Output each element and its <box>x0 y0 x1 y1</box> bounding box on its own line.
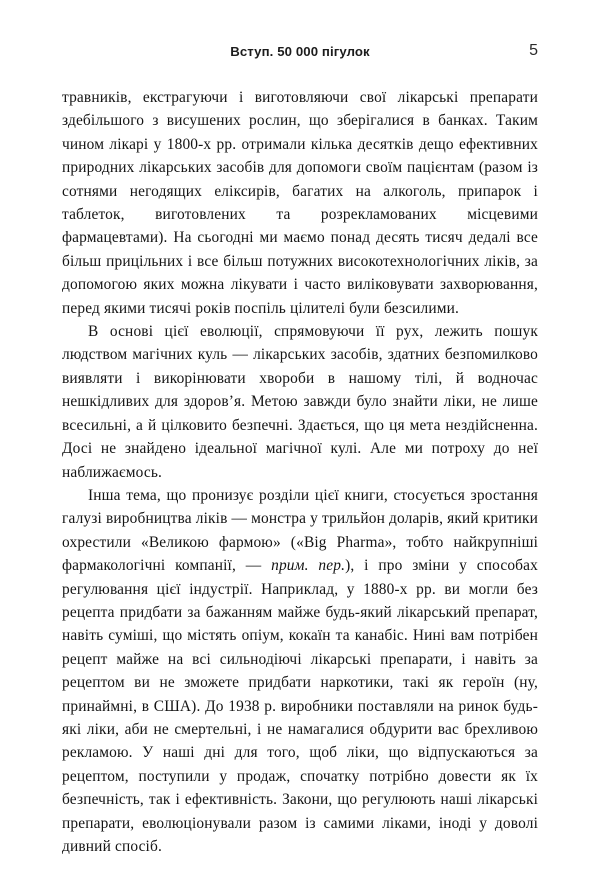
running-head <box>62 44 538 68</box>
paragraph-big-pharma-text-before-note: Інша тема, що пронизує розділи цієї книги, стосується зростання галузі виробництва ліків — монстра у трильйон доларів, який критики охрестили «Великою фармою» («Big Pharma», тобто найкрупніші фармакологічні компанії, — <box>62 486 538 575</box>
body-text-block <box>62 86 538 858</box>
paragraph-magic-bullets: В основі цієї еволюції, спрямовуючи її рух, лежить пошук людством магічних куль — лікарських засобів, здатних безпомилково виявляти і викорінювати хвороби в нашому тілі, й водночас нешкідливих для здоров’я. Метою завжди було знайти ліки, не лише всесильні, а й цілковито безпечні. Здається, що ця мета нездійсненна. Досі не знайдено ідеальної магічної кулі. Але ми потроху до неї наближаємось. <box>62 323 538 481</box>
translator-note-italic: прим. пер. <box>271 557 346 575</box>
paragraph-big-pharma-text-after-note: ), і про зміни у способах регулювання цієї індустрії. Наприклад, у 1880-х рр. ви могли без рецепта придбати за бажанням майже будь-який лікарський препарат, навіть суміші, що містять опіум, кокаїн та канабіс. Нині вам потрібен рецепт майже на всі сильнодіючі лікарські препарати, і навіть за рецептом ви не зможете придбати наркотики, такі як героїн (ну, принаймні, в США). До 1938 р. виробники поставляли на ринок будь-які ліки, аби не смертельні, і не намагалися обдурити вас брехливою рекламою. У наші дні для того, щоб ліки, що відпускаються за рецептом, поступили у продаж, спочатку потрібно довести як їх безпечність, так і ефективність. Закони, що регулюють наші лікарські препарати, еволюціонували разом із самими ліками, іноді у доволі дивний спосіб. <box>62 557 538 855</box>
page-number: 5 <box>529 42 538 59</box>
running-head-title: Вступ. 50 000 пігулок <box>230 44 370 59</box>
paragraph-big-pharma <box>62 484 538 859</box>
paragraph-continued: травників, екстрагуючи і виготовляючи свої лікарські препарати здебільшого з висушених рослин, що зберігалися в банках. Таким чином лікарі у 1800-х рр. отримали кілька десятків дещо ефективних природних лікарських засобів для допомоги своїм пацієнтам (разом із сотнями негодящих еліксирів, багатих на алкоголь, припарок і таблеток, виготовлених та розрекламованих місцевими фармацевтами). На сьогодні ми маємо понад десять тисяч дедалі все більш прицільних і все більш потужних високотехнологічних ліків, за допомогою яких можна лікувати і часто виліковувати захворювання, перед якими тисячі років поспіль цілителі були безсилими. <box>62 89 538 317</box>
